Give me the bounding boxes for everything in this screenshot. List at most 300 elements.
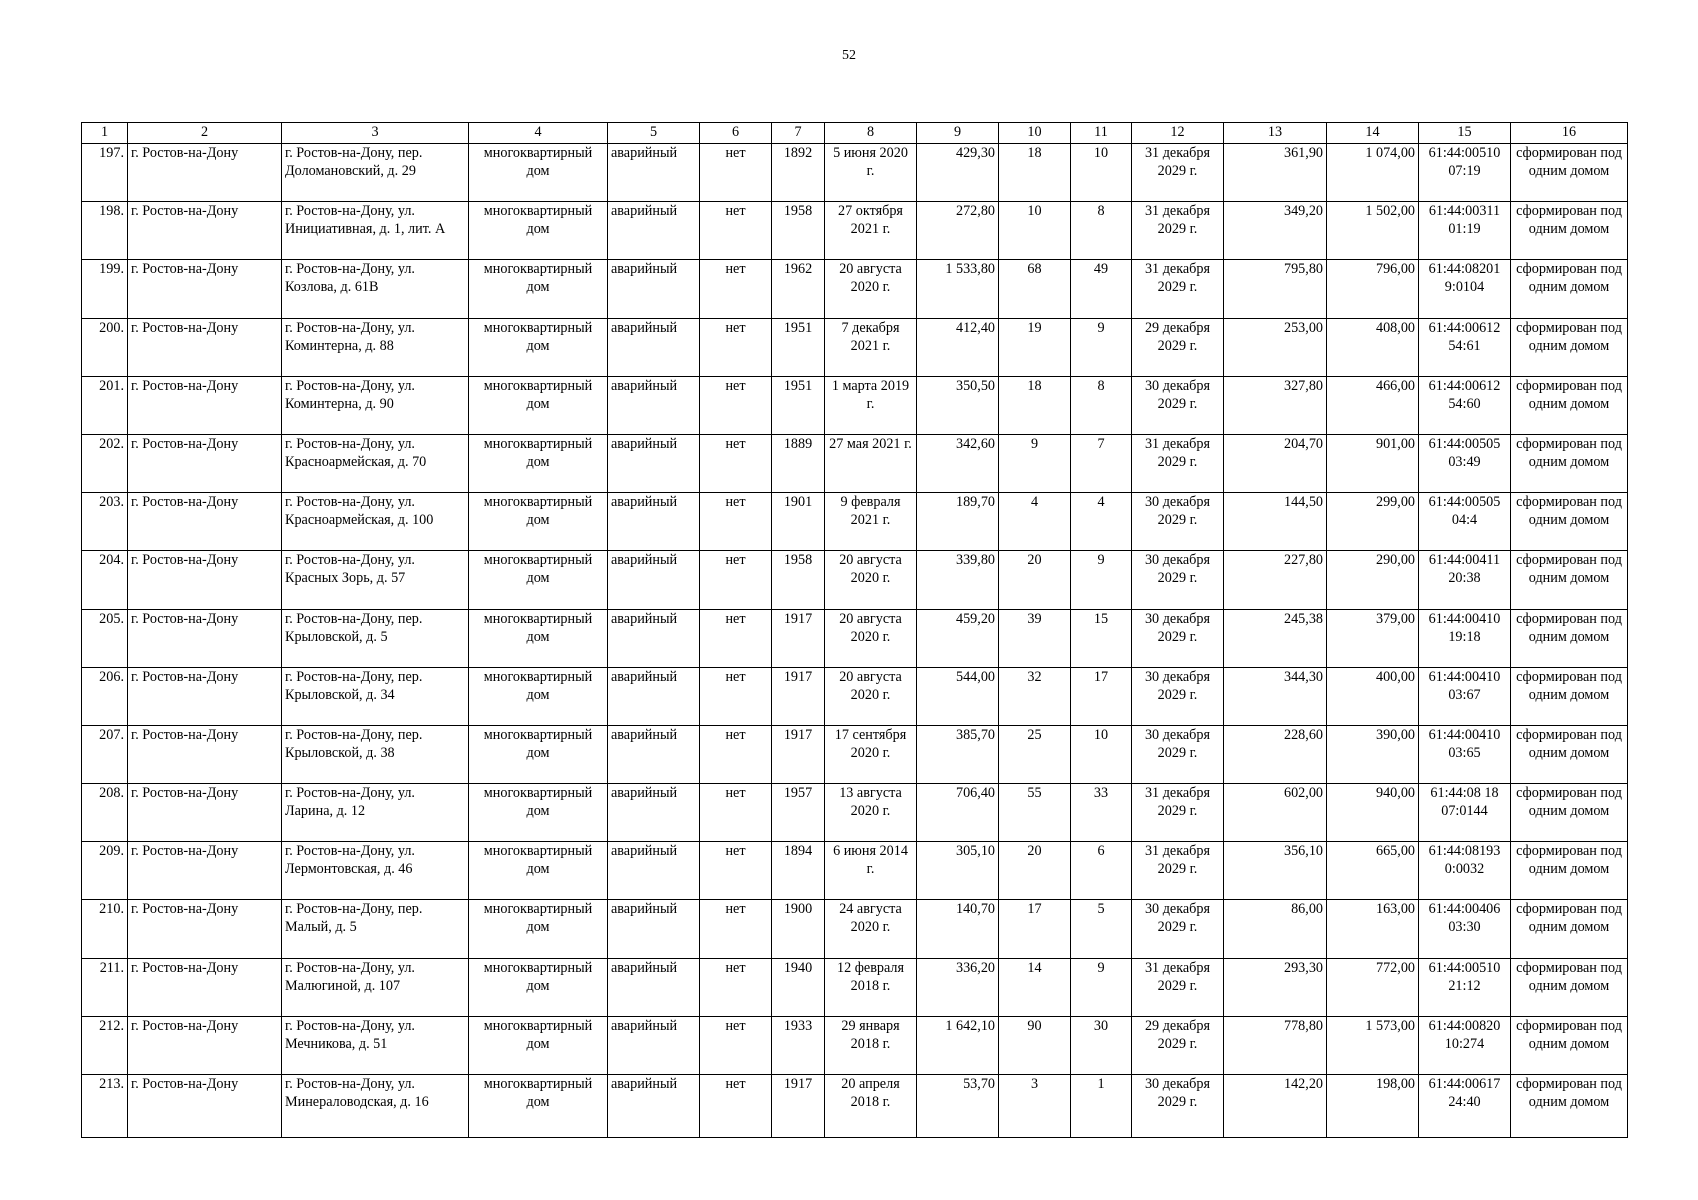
column-number-header: 2 [128,123,282,144]
column-number-header: 10 [999,123,1071,144]
land-area-cell: 602,00 [1224,784,1327,842]
deadline-date-cell: 30 декабря 2029 г. [1132,725,1224,783]
area-cell: 189,70 [917,493,999,551]
build-year-cell: 1962 [772,260,825,318]
building-type-cell: многоквартирный дом [469,493,608,551]
land-area-cell: 245,38 [1224,609,1327,667]
municipality-cell: г. Ростов-на-Дону [128,1016,282,1074]
column-number-header: 15 [1419,123,1511,144]
column-number-header: 9 [917,123,999,144]
residents-count-cell: 18 [999,376,1071,434]
recognition-date-cell: 20 августа 2020 г. [825,551,917,609]
table-row [82,202,1628,260]
land-plot-note-cell: сформирован под одним домом [1511,202,1628,260]
building-type-cell: многоквартирный дом [469,1075,608,1138]
apartments-count-cell: 33 [1071,784,1132,842]
municipality-cell: г. Ростов-на-Дону [128,144,282,202]
column-number-header: 8 [825,123,917,144]
land-area-cell: 795,80 [1224,260,1327,318]
deadline-date-cell: 29 декабря 2029 г. [1132,1016,1224,1074]
address-cell: г. Ростов-на-Дону, пер. Крыловской, д. 34 [282,667,469,725]
column-number-row [82,123,1628,144]
flag-cell: нет [700,784,772,842]
condition-cell: аварийный [608,842,700,900]
flag-cell: нет [700,1016,772,1074]
table-row [82,958,1628,1016]
flag-cell: нет [700,260,772,318]
area-cell: 350,50 [917,376,999,434]
build-year-cell: 1958 [772,202,825,260]
build-year-cell: 1917 [772,609,825,667]
building-type-cell: многоквартирный дом [469,1016,608,1074]
plot-area-cell: 198,00 [1327,1075,1419,1138]
land-area-cell: 361,90 [1224,144,1327,202]
address-cell: г. Ростов-на-Дону, ул. Красноармейская, д. 100 [282,493,469,551]
cadastral-number-cell: 61:44:00505 04:4 [1419,493,1511,551]
recognition-date-cell: 24 августа 2020 г. [825,900,917,958]
row-number-cell: 212. [82,1016,128,1074]
land-plot-note-cell: сформирован под одним домом [1511,376,1628,434]
residents-count-cell: 39 [999,609,1071,667]
area-cell: 1 533,80 [917,260,999,318]
building-type-cell: многоквартирный дом [469,842,608,900]
plot-area-cell: 466,00 [1327,376,1419,434]
plot-area-cell: 665,00 [1327,842,1419,900]
address-cell: г. Ростов-на-Дону, пер. Крыловской, д. 38 [282,725,469,783]
row-number-cell: 198. [82,202,128,260]
plot-area-cell: 379,00 [1327,609,1419,667]
municipality-cell: г. Ростов-на-Дону [128,493,282,551]
residents-count-cell: 20 [999,551,1071,609]
cadastral-number-cell: 61:44:00411 20:38 [1419,551,1511,609]
condition-cell: аварийный [608,202,700,260]
address-cell: г. Ростов-на-Дону, ул. Малюгиной, д. 107 [282,958,469,1016]
table-row [82,900,1628,958]
land-plot-note-cell: сформирован под одним домом [1511,1016,1628,1074]
condition-cell: аварийный [608,609,700,667]
flag-cell: нет [700,609,772,667]
plot-area-cell: 163,00 [1327,900,1419,958]
land-area-cell: 778,80 [1224,1016,1327,1074]
municipality-cell: г. Ростов-на-Дону [128,958,282,1016]
land-area-cell: 293,30 [1224,958,1327,1016]
apartments-count-cell: 17 [1071,667,1132,725]
flag-cell: нет [700,667,772,725]
flag-cell: нет [700,900,772,958]
flag-cell: нет [700,493,772,551]
condition-cell: аварийный [608,551,700,609]
table-row [82,1016,1628,1074]
condition-cell: аварийный [608,434,700,492]
residents-count-cell: 18 [999,144,1071,202]
build-year-cell: 1940 [772,958,825,1016]
condition-cell: аварийный [608,260,700,318]
plot-area-cell: 901,00 [1327,434,1419,492]
column-number-header: 5 [608,123,700,144]
apartments-count-cell: 8 [1071,202,1132,260]
building-type-cell: многоквартирный дом [469,667,608,725]
address-cell: г. Ростов-на-Дону, ул. Лермонтовская, д. 46 [282,842,469,900]
build-year-cell: 1900 [772,900,825,958]
deadline-date-cell: 31 декабря 2029 г. [1132,260,1224,318]
condition-cell: аварийный [608,725,700,783]
recognition-date-cell: 20 августа 2020 г. [825,667,917,725]
plot-area-cell: 1 573,00 [1327,1016,1419,1074]
deadline-date-cell: 31 декабря 2029 г. [1132,434,1224,492]
municipality-cell: г. Ростов-на-Дону [128,434,282,492]
land-plot-note-cell: сформирован под одним домом [1511,842,1628,900]
land-area-cell: 327,80 [1224,376,1327,434]
cadastral-number-cell: 61:44:00612 54:60 [1419,376,1511,434]
municipality-cell: г. Ростов-на-Дону [128,784,282,842]
row-number-cell: 210. [82,900,128,958]
recognition-date-cell: 5 июня 2020 г. [825,144,917,202]
residents-count-cell: 32 [999,667,1071,725]
deadline-date-cell: 30 декабря 2029 г. [1132,551,1224,609]
table-row [82,376,1628,434]
plot-area-cell: 400,00 [1327,667,1419,725]
build-year-cell: 1933 [772,1016,825,1074]
condition-cell: аварийный [608,144,700,202]
recognition-date-cell: 6 июня 2014 г. [825,842,917,900]
flag-cell: нет [700,376,772,434]
build-year-cell: 1901 [772,493,825,551]
plot-area-cell: 772,00 [1327,958,1419,1016]
condition-cell: аварийный [608,376,700,434]
build-year-cell: 1951 [772,376,825,434]
building-type-cell: многоквартирный дом [469,202,608,260]
table-row [82,667,1628,725]
municipality-cell: г. Ростов-на-Дону [128,260,282,318]
table-body [82,144,1628,1138]
cadastral-number-cell: 61:44:00410 03:67 [1419,667,1511,725]
row-number-cell: 202. [82,434,128,492]
row-number-cell: 205. [82,609,128,667]
municipality-cell: г. Ростов-на-Дону [128,202,282,260]
plot-area-cell: 1 074,00 [1327,144,1419,202]
table-row [82,609,1628,667]
municipality-cell: г. Ростов-на-Дону [128,900,282,958]
build-year-cell: 1892 [772,144,825,202]
cadastral-number-cell: 61:44:08201 9:0104 [1419,260,1511,318]
area-cell: 459,20 [917,609,999,667]
deadline-date-cell: 30 декабря 2029 г. [1132,376,1224,434]
recognition-date-cell: 9 февраля 2021 г. [825,493,917,551]
address-cell: г. Ростов-на-Дону, ул. Коминтерна, д. 90 [282,376,469,434]
address-cell: г. Ростов-на-Дону, ул. Минераловодская, д. 16 [282,1075,469,1138]
address-cell: г. Ростов-на-Дону, пер. Малый, д. 5 [282,900,469,958]
deadline-date-cell: 31 декабря 2029 г. [1132,144,1224,202]
column-number-header: 14 [1327,123,1419,144]
plot-area-cell: 1 502,00 [1327,202,1419,260]
cadastral-number-cell: 61:44:00820 10:274 [1419,1016,1511,1074]
column-number-header: 12 [1132,123,1224,144]
land-area-cell: 86,00 [1224,900,1327,958]
area-cell: 706,40 [917,784,999,842]
land-plot-note-cell: сформирован под одним домом [1511,144,1628,202]
recognition-date-cell: 29 января 2018 г. [825,1016,917,1074]
deadline-date-cell: 30 декабря 2029 г. [1132,609,1224,667]
row-number-cell: 211. [82,958,128,1016]
building-type-cell: многоквартирный дом [469,958,608,1016]
cadastral-number-cell: 61:44:00311 01:19 [1419,202,1511,260]
apartments-count-cell: 5 [1071,900,1132,958]
housing-registry-table [81,122,1628,1138]
land-plot-note-cell: сформирован под одним домом [1511,493,1628,551]
building-type-cell: многоквартирный дом [469,376,608,434]
residents-count-cell: 25 [999,725,1071,783]
land-area-cell: 227,80 [1224,551,1327,609]
row-number-cell: 208. [82,784,128,842]
row-number-cell: 203. [82,493,128,551]
cadastral-number-cell: 61:44:00505 03:49 [1419,434,1511,492]
municipality-cell: г. Ростов-на-Дону [128,667,282,725]
building-type-cell: многоквартирный дом [469,551,608,609]
apartments-count-cell: 9 [1071,318,1132,376]
flag-cell: нет [700,144,772,202]
residents-count-cell: 17 [999,900,1071,958]
recognition-date-cell: 27 мая 2021 г. [825,434,917,492]
municipality-cell: г. Ростов-на-Дону [128,842,282,900]
recognition-date-cell: 20 августа 2020 г. [825,260,917,318]
area-cell: 272,80 [917,202,999,260]
land-area-cell: 344,30 [1224,667,1327,725]
condition-cell: аварийный [608,667,700,725]
apartments-count-cell: 9 [1071,551,1132,609]
address-cell: г. Ростов-на-Дону, ул. Мечникова, д. 51 [282,1016,469,1074]
deadline-date-cell: 31 декабря 2029 г. [1132,958,1224,1016]
row-number-cell: 200. [82,318,128,376]
residents-count-cell: 19 [999,318,1071,376]
recognition-date-cell: 13 августа 2020 г. [825,784,917,842]
land-plot-note-cell: сформирован под одним домом [1511,260,1628,318]
residents-count-cell: 10 [999,202,1071,260]
land-plot-note-cell: сформирован под одним домом [1511,784,1628,842]
building-type-cell: многоквартирный дом [469,609,608,667]
build-year-cell: 1889 [772,434,825,492]
building-type-cell: многоквартирный дом [469,260,608,318]
condition-cell: аварийный [608,900,700,958]
residents-count-cell: 20 [999,842,1071,900]
build-year-cell: 1917 [772,667,825,725]
land-area-cell: 144,50 [1224,493,1327,551]
row-number-cell: 197. [82,144,128,202]
build-year-cell: 1917 [772,1075,825,1138]
table-row [82,260,1628,318]
residents-count-cell: 9 [999,434,1071,492]
area-cell: 140,70 [917,900,999,958]
cadastral-number-cell: 61:44:00510 07:19 [1419,144,1511,202]
land-plot-note-cell: сформирован под одним домом [1511,318,1628,376]
address-cell: г. Ростов-на-Дону, пер. Доломановский, д. 29 [282,144,469,202]
recognition-date-cell: 17 сентября 2020 г. [825,725,917,783]
cadastral-number-cell: 61:44:00617 24:40 [1419,1075,1511,1138]
build-year-cell: 1894 [772,842,825,900]
building-type-cell: многоквартирный дом [469,725,608,783]
column-number-header: 7 [772,123,825,144]
row-number-cell: 206. [82,667,128,725]
area-cell: 1 642,10 [917,1016,999,1074]
deadline-date-cell: 30 декабря 2029 г. [1132,493,1224,551]
land-plot-note-cell: сформирован под одним домом [1511,609,1628,667]
building-type-cell: многоквартирный дом [469,144,608,202]
land-plot-note-cell: сформирован под одним домом [1511,551,1628,609]
apartments-count-cell: 15 [1071,609,1132,667]
building-type-cell: многоквартирный дом [469,318,608,376]
land-area-cell: 228,60 [1224,725,1327,783]
address-cell: г. Ростов-на-Дону, ул. Ларина, д. 12 [282,784,469,842]
table-row [82,434,1628,492]
building-type-cell: многоквартирный дом [469,434,608,492]
deadline-date-cell: 30 декабря 2029 г. [1132,900,1224,958]
land-area-cell: 253,00 [1224,318,1327,376]
flag-cell: нет [700,725,772,783]
build-year-cell: 1957 [772,784,825,842]
area-cell: 544,00 [917,667,999,725]
apartments-count-cell: 7 [1071,434,1132,492]
table-row [82,1075,1628,1138]
municipality-cell: г. Ростов-на-Дону [128,318,282,376]
cadastral-number-cell: 61:44:00406 03:30 [1419,900,1511,958]
row-number-cell: 199. [82,260,128,318]
land-area-cell: 356,10 [1224,842,1327,900]
address-cell: г. Ростов-на-Дону, ул. Коминтерна, д. 88 [282,318,469,376]
column-number-header: 13 [1224,123,1327,144]
table-row [82,493,1628,551]
build-year-cell: 1951 [772,318,825,376]
area-cell: 53,70 [917,1075,999,1138]
apartments-count-cell: 4 [1071,493,1132,551]
apartments-count-cell: 8 [1071,376,1132,434]
column-number-header: 4 [469,123,608,144]
cadastral-number-cell: 61:44:00410 03:65 [1419,725,1511,783]
land-area-cell: 349,20 [1224,202,1327,260]
flag-cell: нет [700,434,772,492]
address-cell: г. Ростов-на-Дону, пер. Крыловской, д. 5 [282,609,469,667]
condition-cell: аварийный [608,493,700,551]
area-cell: 412,40 [917,318,999,376]
deadline-date-cell: 30 декабря 2029 г. [1132,1075,1224,1138]
recognition-date-cell: 20 августа 2020 г. [825,609,917,667]
row-number-cell: 204. [82,551,128,609]
recognition-date-cell: 12 февраля 2018 г. [825,958,917,1016]
deadline-date-cell: 31 декабря 2029 г. [1132,842,1224,900]
apartments-count-cell: 10 [1071,144,1132,202]
municipality-cell: г. Ростов-на-Дону [128,376,282,434]
residents-count-cell: 55 [999,784,1071,842]
table-row [82,318,1628,376]
land-plot-note-cell: сформирован под одним домом [1511,958,1628,1016]
recognition-date-cell: 20 апреля 2018 г. [825,1075,917,1138]
cadastral-number-cell: 61:44:00510 21:12 [1419,958,1511,1016]
residents-count-cell: 4 [999,493,1071,551]
municipality-cell: г. Ростов-на-Дону [128,551,282,609]
address-cell: г. Ростов-на-Дону, ул. Красных Зорь, д. 57 [282,551,469,609]
area-cell: 342,60 [917,434,999,492]
row-number-cell: 209. [82,842,128,900]
apartments-count-cell: 49 [1071,260,1132,318]
recognition-date-cell: 27 октября 2021 г. [825,202,917,260]
area-cell: 339,80 [917,551,999,609]
land-plot-note-cell: сформирован под одним домом [1511,434,1628,492]
column-number-header: 6 [700,123,772,144]
condition-cell: аварийный [608,1075,700,1138]
table-row [82,842,1628,900]
land-plot-note-cell: сформирован под одним домом [1511,1075,1628,1138]
land-plot-note-cell: сформирован под одним домом [1511,667,1628,725]
cadastral-number-cell: 61:44:08193 0:0032 [1419,842,1511,900]
row-number-cell: 207. [82,725,128,783]
cadastral-number-cell: 61:44:00410 19:18 [1419,609,1511,667]
column-number-header: 1 [82,123,128,144]
residents-count-cell: 14 [999,958,1071,1016]
apartments-count-cell: 1 [1071,1075,1132,1138]
plot-area-cell: 390,00 [1327,725,1419,783]
municipality-cell: г. Ростов-на-Дону [128,609,282,667]
residents-count-cell: 68 [999,260,1071,318]
building-type-cell: многоквартирный дом [469,900,608,958]
land-area-cell: 204,70 [1224,434,1327,492]
plot-area-cell: 408,00 [1327,318,1419,376]
table-row [82,144,1628,202]
land-plot-note-cell: сформирован под одним домом [1511,725,1628,783]
cadastral-number-cell: 61:44:00612 54:61 [1419,318,1511,376]
condition-cell: аварийный [608,1016,700,1074]
area-cell: 385,70 [917,725,999,783]
row-number-cell: 213. [82,1075,128,1138]
building-type-cell: многоквартирный дом [469,784,608,842]
condition-cell: аварийный [608,784,700,842]
plot-area-cell: 796,00 [1327,260,1419,318]
apartments-count-cell: 30 [1071,1016,1132,1074]
municipality-cell: г. Ростов-на-Дону [128,1075,282,1138]
apartments-count-cell: 6 [1071,842,1132,900]
area-cell: 336,20 [917,958,999,1016]
flag-cell: нет [700,842,772,900]
apartments-count-cell: 10 [1071,725,1132,783]
municipality-cell: г. Ростов-на-Дону [128,725,282,783]
build-year-cell: 1917 [772,725,825,783]
flag-cell: нет [700,318,772,376]
cadastral-number-cell: 61:44:08 18 07:0144 [1419,784,1511,842]
condition-cell: аварийный [608,958,700,1016]
flag-cell: нет [700,958,772,1016]
deadline-date-cell: 31 декабря 2029 г. [1132,202,1224,260]
flag-cell: нет [700,1075,772,1138]
column-number-header: 11 [1071,123,1132,144]
land-plot-note-cell: сформирован под одним домом [1511,900,1628,958]
row-number-cell: 201. [82,376,128,434]
table-row [82,725,1628,783]
condition-cell: аварийный [608,318,700,376]
residents-count-cell: 3 [999,1075,1071,1138]
plot-area-cell: 290,00 [1327,551,1419,609]
recognition-date-cell: 1 марта 2019 г. [825,376,917,434]
land-area-cell: 142,20 [1224,1075,1327,1138]
flag-cell: нет [700,551,772,609]
recognition-date-cell: 7 декабря 2021 г. [825,318,917,376]
column-number-header: 3 [282,123,469,144]
apartments-count-cell: 9 [1071,958,1132,1016]
build-year-cell: 1958 [772,551,825,609]
flag-cell: нет [700,202,772,260]
address-cell: г. Ростов-на-Дону, ул. Инициативная, д. 1, лит. А [282,202,469,260]
table-row [82,784,1628,842]
page-number: 52 [842,48,856,63]
deadline-date-cell: 30 декабря 2029 г. [1132,667,1224,725]
area-cell: 305,10 [917,842,999,900]
address-cell: г. Ростов-на-Дону, ул. Красноармейская, д. 70 [282,434,469,492]
